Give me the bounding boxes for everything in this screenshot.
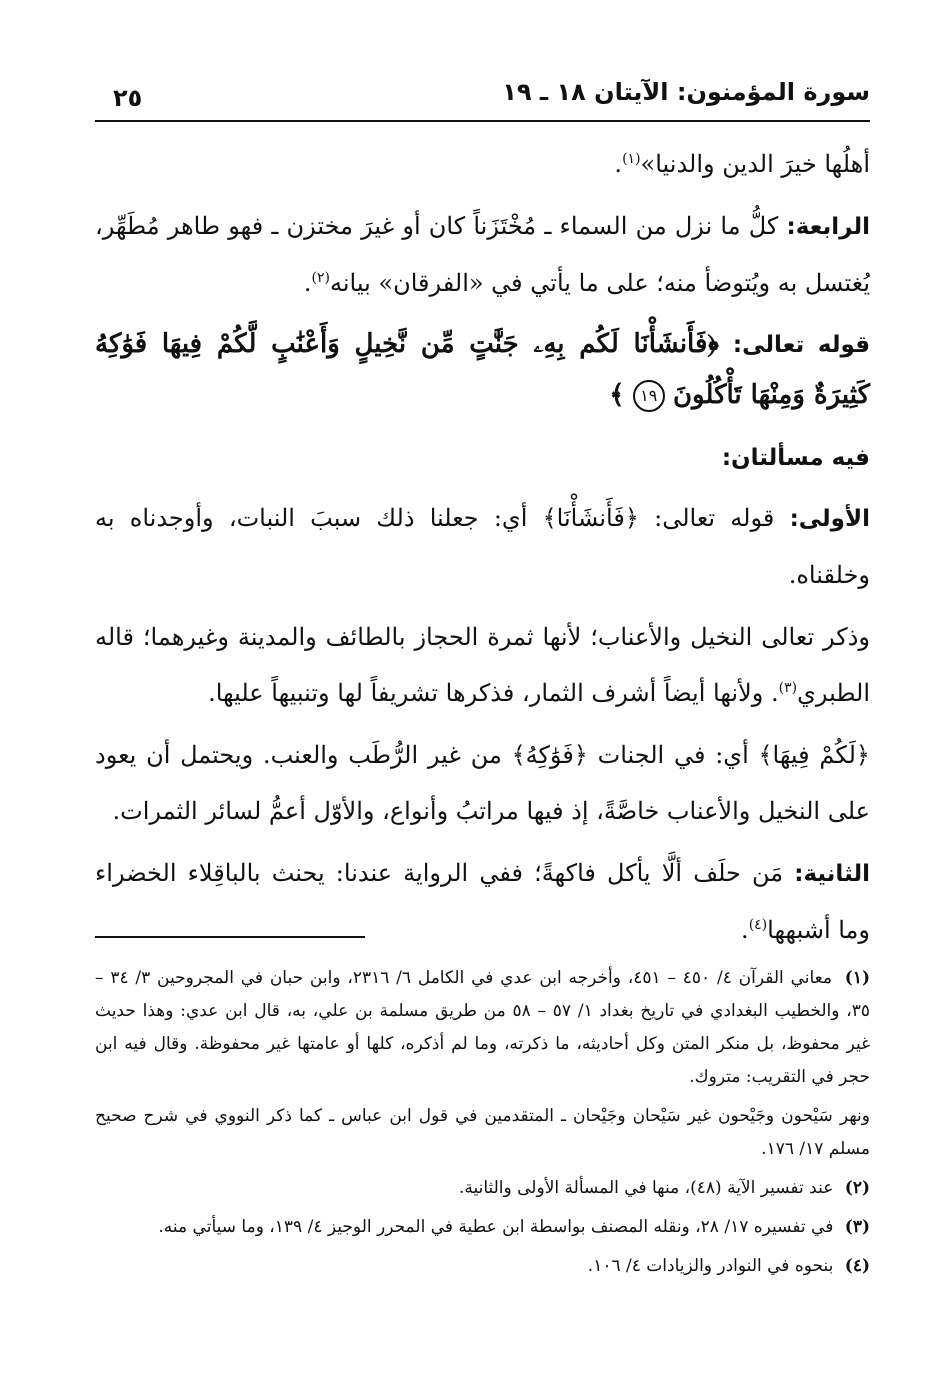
paragraph-nakhil-text: وذكر تعالى النخيل والأعناب؛ لأنها ثمرة الحجاز بالطائف والمدينة وغيرهما؛ قاله الطبري	[95, 623, 870, 707]
footnote-number: (٤)	[844, 1256, 870, 1276]
paragraph-ula-lead: الأولى:	[789, 506, 870, 532]
footnote-4	[95, 1250, 870, 1283]
footnote-text: بنحوه في النوادر والزيادات ٤/ ١٠٦.	[587, 1256, 834, 1276]
verse-lead: قوله تعالى:	[732, 332, 870, 358]
footnote-ref-4: (٤)	[748, 917, 768, 933]
verse-close-bracket: ﴾	[609, 380, 625, 410]
footnote-number: (١)	[844, 968, 870, 988]
paragraph-rabia-end: .	[303, 269, 312, 297]
footnote-1-continued	[95, 1100, 870, 1166]
footnote-3	[95, 1211, 870, 1244]
paragraph-ula-text: قوله تعالى: ﴿فَأَنشَأْنَا﴾ أي: جعلنا ذلك سببَ النبات، وأوجدناه به وخلقناه.	[95, 504, 870, 589]
paragraph-nakhil-end: . ولأنها أيضاً أشرف الثمار، فذكرها تشريفاً لها وتنبيهاً عليها.	[208, 679, 779, 707]
paragraph-rabia	[95, 198, 870, 311]
footnote-text: عند تفسير الآية (٤٨)، منها في المسألة الأولى والثانية.	[458, 1178, 834, 1198]
footnote-number: (٣)	[844, 1217, 870, 1237]
paragraph-nakhil	[95, 609, 870, 721]
footnotes	[95, 962, 870, 1289]
paragraph-ula	[95, 490, 870, 603]
footnote-2	[95, 1172, 870, 1205]
paragraph-fawakih	[95, 727, 870, 839]
footnote-1	[95, 962, 870, 1094]
footnote-text: معاني القرآن ٤/ ٤٥٠ – ٤٥١، وأخرجه ابن عدي في الكامل ٦/ ٢٣١٦، وابن حبان في المجروحين ٣/ ٣٤ – ٣٥، والخطيب البغدادي في تاريخ بغداد ١/ ٥٧ – ٥٨ من طريق مسلمة بن علي، به، قال ابن عدي: وهذا حديث غير محفوظ، بل منكر المتن وكل أحاديثه، ما ذكرته، وما لم أذكره، كلها أو عامتها غير محفوظة. وقال فيه ابن حجر في التقريب: متروك.	[95, 968, 870, 1087]
paragraph-thaniya-lead: الثانية:	[794, 861, 870, 887]
footnote-number: (٢)	[844, 1178, 870, 1198]
footnote-ref-1: (١)	[622, 151, 641, 167]
verse-block	[95, 319, 870, 420]
paragraph-1-end: .	[614, 150, 623, 178]
paragraph-thaniya-end: .	[741, 916, 749, 944]
ayah-number-marker: ١٩	[633, 380, 665, 412]
paragraph-thaniya-text: مَن حلَف ألَّا يأكل فاكهةً؛ ففي الرواية عندنا: يحنث بالباقِلاء الخضراء وما أشبهها	[95, 859, 870, 944]
paragraph-1-text: أهلُها خيرَ الدين والدنيا»	[640, 150, 870, 178]
page-header	[95, 70, 870, 122]
footnote-separator	[95, 936, 365, 938]
main-text	[95, 136, 870, 958]
paragraph-thaniya	[95, 845, 870, 958]
paragraph-fawakih-text: ﴿لَكُمْ فِيهَا﴾ أي: في الجنات ﴿فَوَٰكِهُ﴾ من غير الرُّطَب والعنب. ويحتمل أن يعود على النخيل والأعناب خاصَّةً، إذ فيها مراتبُ وأنواع، والأوّل أعمُّ لسائر الثمرات.	[95, 741, 870, 825]
footnote-ref-2: (٢)	[311, 270, 330, 286]
footnote-text: ونهر سَيْحون وجَيْحون غير سَيْحان وجَيْحان ـ المتقدمين في قول ابن عباس ـ كما ذكر النووي في شرح صحيح مسلم ١٧/ ١٧٦.	[95, 1106, 870, 1159]
running-title: سورة المؤمنون: الآيتان ١٨ ـ ١٩	[502, 78, 870, 106]
section-heading: فيه مسألتان:	[721, 445, 870, 471]
footnote-ref-3: (٣)	[778, 680, 798, 696]
verse-text: ﴿فَأَنشَأْنَا لَكُم بِهِۦ جَنَّٰتٍ مِّن نَّخِيلٍ وَأَعْنَٰبٍ لَّكُمْ فِيهَا فَوَٰكِهُ كَثِيرَةٌ وَمِنْهَا تَأْكُلُونَ	[95, 329, 870, 410]
book-page	[95, 70, 870, 1370]
paragraph-rabia-lead: الرابعة:	[786, 214, 870, 240]
page-number: ٢٥	[113, 84, 143, 112]
paragraph-1	[95, 136, 870, 192]
paragraph-rabia-text: كلُّ ما نزل من السماء ـ مُخْتَزَناً كان أو غيرَ مختزن ـ فهو طاهر مُطَهِّر، يُغتسل به ويُتوضأ منه؛ على ما يأتي في «الفرقان» بيانه	[95, 212, 870, 297]
footnote-text: في تفسيره ١٧/ ٢٨، ونقله المصنف بواسطة ابن عطية في المحرر الوجيز ٤/ ١٣٩، وما سيأتي منه.	[158, 1217, 834, 1237]
